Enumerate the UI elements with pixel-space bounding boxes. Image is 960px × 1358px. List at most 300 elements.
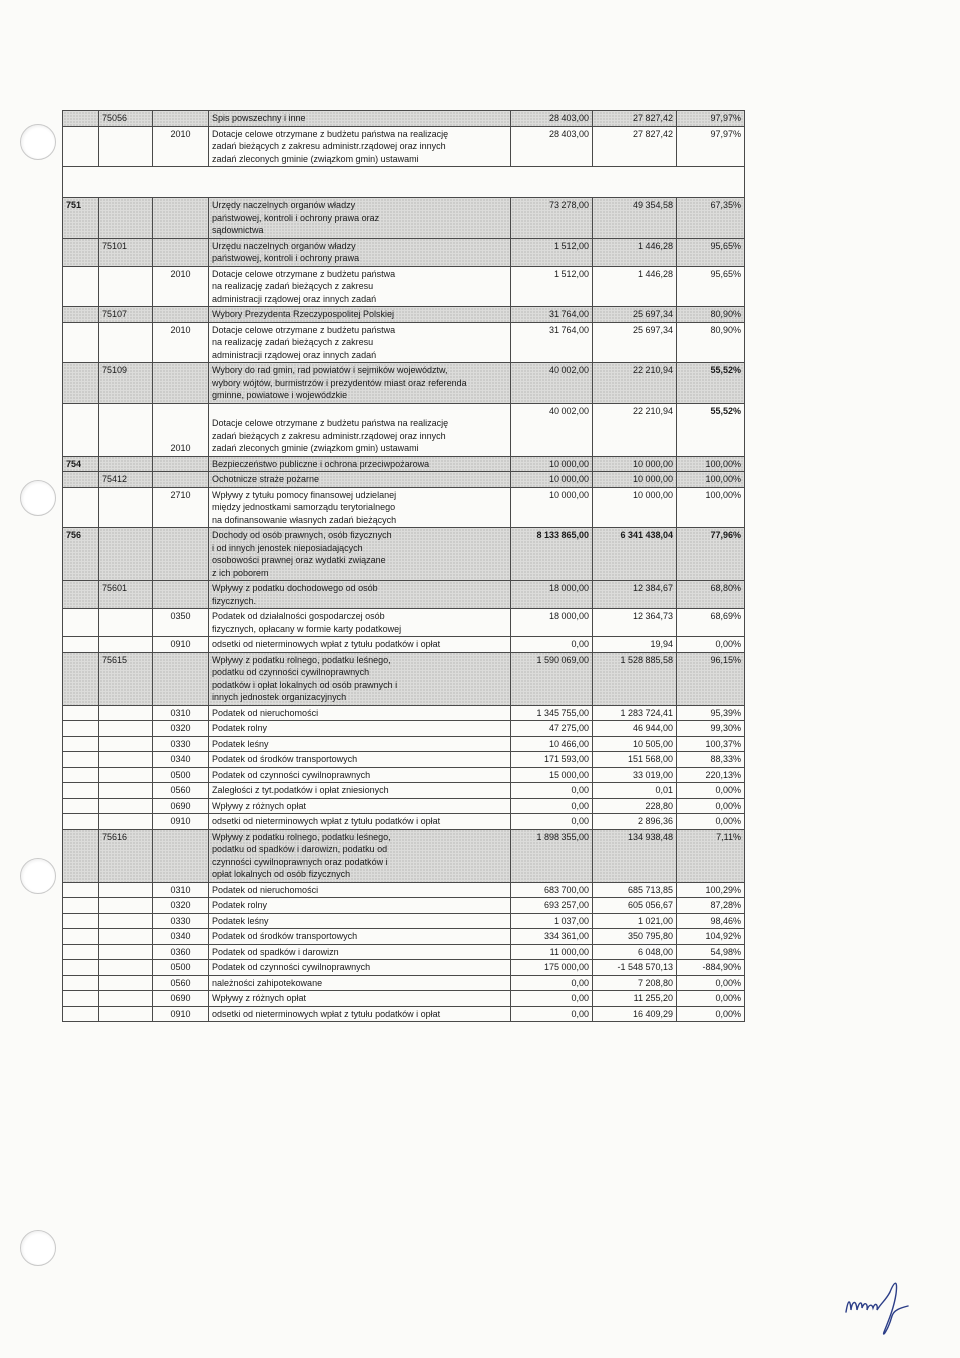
description-line: Dotacje celowe otrzymane z budżetu państwa xyxy=(212,268,396,279)
dzial-code-cell xyxy=(63,975,99,991)
percent-value-cell: 100,37% xyxy=(677,736,745,752)
percent-value-cell: 104,92% xyxy=(677,929,745,945)
description-line: z ich poborem xyxy=(212,567,269,578)
dzial-row xyxy=(63,528,745,581)
plan-value-cell: 40 002,00 xyxy=(511,363,593,404)
percent-value-cell: 0,00% xyxy=(677,991,745,1007)
percent-value-cell: 95,65% xyxy=(677,266,745,307)
paragraf-code-cell: 0320 xyxy=(153,898,209,914)
description-line: Dotacje celowe otrzymane z budżetu państwa na realizację xyxy=(212,128,449,139)
paragraf-row xyxy=(63,898,745,914)
execution-value-cell: 22 210,94 xyxy=(593,403,677,456)
description-line: opłat lokalnych od osób fizycznych xyxy=(212,869,351,879)
paragraf-code-cell xyxy=(153,652,209,705)
description-line: Wpływy z podatku dochodowego od osób xyxy=(212,583,378,593)
rozdzial-code-cell xyxy=(99,403,153,456)
percent-value-cell: 55,52% xyxy=(677,403,745,456)
description-cell xyxy=(209,814,511,830)
description-cell xyxy=(209,363,511,404)
plan-value-cell: 31 764,00 xyxy=(511,307,593,323)
percent-value-cell: 77,96% xyxy=(677,528,745,581)
signature xyxy=(842,1272,912,1338)
execution-value-cell: 1 283 724,41 xyxy=(593,705,677,721)
percent-value-cell: 54,98% xyxy=(677,944,745,960)
dzial-code-cell xyxy=(63,403,99,456)
percent-value-cell: -884,90% xyxy=(677,960,745,976)
description-line: fizycznych. xyxy=(212,595,257,606)
rozdzial-code-cell xyxy=(99,705,153,721)
execution-value-cell: 10 505,00 xyxy=(593,736,677,752)
execution-value-cell: 10 000,00 xyxy=(593,456,677,472)
description-line: podatku od czynności cywilnoprawnych xyxy=(212,667,370,677)
description-line: Zaległości z tyt.podatków i opłat zniesionych xyxy=(212,785,389,795)
paragraf-row xyxy=(63,929,745,945)
paragraf-row xyxy=(63,609,745,637)
description-line: państwowej, kontroli i ochrony prawa xyxy=(212,253,360,263)
paragraf-code-cell: 0340 xyxy=(153,929,209,945)
description-cell xyxy=(209,705,511,721)
paragraf-row xyxy=(63,798,745,814)
description-line: Podatek od nieruchomości xyxy=(212,707,319,718)
rozdzial-code-cell xyxy=(99,975,153,991)
paragraf-code-cell: 0500 xyxy=(153,767,209,783)
description-line xyxy=(212,405,507,418)
plan-value-cell: 1 512,00 xyxy=(511,266,593,307)
execution-value-cell: 2 896,36 xyxy=(593,814,677,830)
percent-value-cell: 80,90% xyxy=(677,307,745,323)
paragraf-code-cell: 0340 xyxy=(153,752,209,768)
dzial-code-cell xyxy=(63,637,99,653)
paragraf-code-cell: 2010 xyxy=(153,266,209,307)
dzial-row xyxy=(63,198,745,239)
paragraf-row xyxy=(63,126,745,167)
paragraf-code-cell: 0500 xyxy=(153,960,209,976)
execution-value-cell: 6 048,00 xyxy=(593,944,677,960)
description-line: Podatek od środków transportowych xyxy=(212,754,358,764)
description-cell xyxy=(209,975,511,991)
rozdzial-code-cell: 75616 xyxy=(99,829,153,882)
paragraf-code-cell: 2010 xyxy=(153,322,209,363)
percent-value-cell: 220,13% xyxy=(677,767,745,783)
execution-value-cell: 27 827,42 xyxy=(593,126,677,167)
percent-value-cell: 0,00% xyxy=(677,637,745,653)
execution-value-cell: 350 795,80 xyxy=(593,929,677,945)
paragraf-code-cell: 0560 xyxy=(153,975,209,991)
paragraf-code-cell: 0560 xyxy=(153,783,209,799)
execution-value-cell: 25 697,34 xyxy=(593,307,677,323)
dzial-code-cell xyxy=(63,126,99,167)
description-cell xyxy=(209,322,511,363)
rozdzial-code-cell xyxy=(99,721,153,737)
dzial-code-cell xyxy=(63,487,99,528)
rozdzial-code-cell xyxy=(99,783,153,799)
rozdzial-code-cell xyxy=(99,487,153,528)
rozdzial-row xyxy=(63,363,745,404)
description-line: Podatek od działalności gospodarczej osób xyxy=(212,611,385,621)
percent-value-cell: 95,39% xyxy=(677,705,745,721)
percent-value-cell: 97,97% xyxy=(677,111,745,127)
plan-value-cell: 10 000,00 xyxy=(511,472,593,488)
dzial-code-cell xyxy=(63,929,99,945)
punch-hole-top xyxy=(20,124,56,160)
description-line: na realizację zadań bieżących z zakresu xyxy=(212,337,374,347)
dzial-code-cell xyxy=(63,238,99,266)
rozdzial-code-cell xyxy=(99,898,153,914)
rozdzial-code-cell: 75107 xyxy=(99,307,153,323)
dzial-code-cell xyxy=(63,266,99,307)
description-cell xyxy=(209,126,511,167)
description-line: innych jednostek organizacyjnych xyxy=(212,692,347,702)
rozdzial-code-cell xyxy=(99,1006,153,1022)
spacer-row xyxy=(63,167,745,198)
description-line: Urzędu naczelnych organów władzy xyxy=(212,240,356,251)
description-line: czynności cywilnoprawnych oraz podatków i xyxy=(212,856,388,867)
paragraf-code-cell: 0910 xyxy=(153,1006,209,1022)
paragraf-row xyxy=(63,1006,745,1022)
execution-value-cell: 228,80 xyxy=(593,798,677,814)
percent-value-cell: 88,33% xyxy=(677,752,745,768)
execution-value-cell: -1 548 570,13 xyxy=(593,960,677,976)
plan-value-cell: 334 361,00 xyxy=(511,929,593,945)
percent-value-cell: 100,00% xyxy=(677,472,745,488)
plan-value-cell: 47 275,00 xyxy=(511,721,593,737)
description-line: fizycznych, opłacany w formie karty podatkowej xyxy=(212,623,402,634)
description-line: zadań bieżących z zakresu administr.rządowej oraz innych xyxy=(212,430,446,441)
plan-value-cell: 28 403,00 xyxy=(511,111,593,127)
plan-value-cell: 11 000,00 xyxy=(511,944,593,960)
paragraf-row xyxy=(63,991,745,1007)
dzial-code-cell xyxy=(63,736,99,752)
dzial-code-cell xyxy=(63,322,99,363)
rozdzial-row xyxy=(63,238,745,266)
rozdzial-row xyxy=(63,111,745,127)
plan-value-cell: 10 000,00 xyxy=(511,487,593,528)
rozdzial-code-cell xyxy=(99,266,153,307)
paragraf-code-cell xyxy=(153,307,209,323)
percent-value-cell: 95,65% xyxy=(677,238,745,266)
paragraf-code-cell xyxy=(153,829,209,882)
dzial-code-cell xyxy=(63,752,99,768)
description-line: Podatek rolny xyxy=(212,723,268,733)
description-cell xyxy=(209,721,511,737)
description-cell xyxy=(209,798,511,814)
paragraf-row xyxy=(63,944,745,960)
rozdzial-code-cell xyxy=(99,991,153,1007)
description-line: Urzędy naczelnych organów władzy xyxy=(212,200,356,210)
plan-value-cell: 171 593,00 xyxy=(511,752,593,768)
dzial-code-cell xyxy=(63,783,99,799)
paragraf-code-cell: 0330 xyxy=(153,736,209,752)
description-line: wybory wójtów, burmistrzów i prezydentów miast oraz referenda xyxy=(212,377,467,388)
description-cell xyxy=(209,991,511,1007)
percent-value-cell: 100,00% xyxy=(677,456,745,472)
dzial-code-cell xyxy=(63,307,99,323)
dzial-code-cell xyxy=(63,829,99,882)
dzial-code-cell xyxy=(63,363,99,404)
plan-value-cell: 0,00 xyxy=(511,1006,593,1022)
execution-value-cell: 685 713,85 xyxy=(593,882,677,898)
dzial-code-cell: 756 xyxy=(63,528,99,581)
plan-value-cell: 1 898 355,00 xyxy=(511,829,593,882)
description-line: odsetki od nieterminowych wpłat z tytułu podatków i opłat xyxy=(212,1008,441,1019)
paragraf-code-cell: 0910 xyxy=(153,814,209,830)
description-cell xyxy=(209,238,511,266)
description-cell xyxy=(209,111,511,127)
rozdzial-code-cell xyxy=(99,798,153,814)
description-cell xyxy=(209,198,511,239)
paragraf-row xyxy=(63,814,745,830)
plan-value-cell: 8 133 865,00 xyxy=(511,528,593,581)
description-line: Dotacje celowe otrzymane z budżetu państwa xyxy=(212,324,396,335)
rozdzial-row xyxy=(63,472,745,488)
paragraf-code-cell xyxy=(153,363,209,404)
paragraf-code-cell xyxy=(153,238,209,266)
description-line: Dochody od osób prawnych, osób fizycznych xyxy=(212,530,392,540)
plan-value-cell: 31 764,00 xyxy=(511,322,593,363)
percent-value-cell: 80,90% xyxy=(677,322,745,363)
paragraf-row xyxy=(63,403,745,456)
rozdzial-code-cell: 75101 xyxy=(99,238,153,266)
execution-value-cell: 16 409,29 xyxy=(593,1006,677,1022)
paragraf-code-cell xyxy=(153,111,209,127)
description-cell xyxy=(209,403,511,456)
execution-value-cell: 7 208,80 xyxy=(593,975,677,991)
execution-value-cell: 19,94 xyxy=(593,637,677,653)
execution-value-cell: 134 938,48 xyxy=(593,829,677,882)
description-line: zadań zleconych gminie (związkom gmin) ustawami xyxy=(212,443,419,453)
rozdzial-row xyxy=(63,829,745,882)
paragraf-code-cell: 0320 xyxy=(153,721,209,737)
rozdzial-code-cell xyxy=(99,198,153,239)
percent-value-cell: 0,00% xyxy=(677,1006,745,1022)
spacer-cell xyxy=(63,167,745,198)
dzial-code-cell xyxy=(63,960,99,976)
rozdzial-code-cell xyxy=(99,929,153,945)
plan-value-cell: 10 466,00 xyxy=(511,736,593,752)
budget-table-body xyxy=(63,111,745,1022)
plan-value-cell: 1 590 069,00 xyxy=(511,652,593,705)
description-line: Podatek leśny xyxy=(212,915,269,926)
paragraf-row xyxy=(63,487,745,528)
description-cell xyxy=(209,637,511,653)
rozdzial-code-cell xyxy=(99,752,153,768)
description-line: Ochotnicze straże pożarne xyxy=(212,474,320,484)
description-cell xyxy=(209,767,511,783)
execution-value-cell: 12 384,67 xyxy=(593,581,677,609)
description-cell xyxy=(209,929,511,945)
description-cell xyxy=(209,528,511,581)
description-line: zadań bieżących z zakresu administr.rządowej oraz innych xyxy=(212,141,446,151)
execution-value-cell: 1 021,00 xyxy=(593,913,677,929)
plan-value-cell: 693 257,00 xyxy=(511,898,593,914)
percent-value-cell: 68,69% xyxy=(677,609,745,637)
rozdzial-code-cell: 75615 xyxy=(99,652,153,705)
description-line: Podatek od spadków i darowizn xyxy=(212,946,339,957)
rozdzial-code-cell xyxy=(99,637,153,653)
execution-value-cell: 1 528 885,58 xyxy=(593,652,677,705)
punch-hole-bottom xyxy=(20,1230,56,1266)
execution-value-cell: 0,01 xyxy=(593,783,677,799)
punch-hole-middle xyxy=(20,480,56,516)
dzial-code-cell xyxy=(63,882,99,898)
paragraf-code-cell: 0360 xyxy=(153,944,209,960)
rozdzial-code-cell xyxy=(99,960,153,976)
execution-value-cell: 46 944,00 xyxy=(593,721,677,737)
paragraf-code-cell: 2010 xyxy=(153,126,209,167)
percent-value-cell: 0,00% xyxy=(677,783,745,799)
plan-value-cell: 1 037,00 xyxy=(511,913,593,929)
dzial-code-cell xyxy=(63,609,99,637)
rozdzial-code-cell xyxy=(99,767,153,783)
paragraf-code-cell: 2710 xyxy=(153,487,209,528)
description-line: zadań zleconych gminie (związkom gmin) ustawami xyxy=(212,153,419,164)
execution-value-cell: 12 364,73 xyxy=(593,609,677,637)
description-line: Podatek od czynności cywilnoprawnych xyxy=(212,962,371,972)
execution-value-cell: 6 341 438,04 xyxy=(593,528,677,581)
description-cell xyxy=(209,307,511,323)
paragraf-code-cell: 0350 xyxy=(153,609,209,637)
description-line: Podatek leśny xyxy=(212,738,269,749)
paragraf-row xyxy=(63,767,745,783)
description-cell xyxy=(209,456,511,472)
budget-table xyxy=(62,110,745,1022)
description-cell xyxy=(209,736,511,752)
dzial-code-cell xyxy=(63,581,99,609)
dzial-code-cell: 751 xyxy=(63,198,99,239)
rozdzial-code-cell: 75412 xyxy=(99,472,153,488)
description-line: administracji rządowej oraz innych zadań xyxy=(212,349,377,360)
plan-value-cell: 18 000,00 xyxy=(511,581,593,609)
description-line: Wpływy z podatku rolnego, podatku leśnego, xyxy=(212,654,391,665)
plan-value-cell: 1 512,00 xyxy=(511,238,593,266)
percent-value-cell: 0,00% xyxy=(677,798,745,814)
description-line: odsetki od nieterminowych wpłat z tytułu podatków i opłat xyxy=(212,816,441,826)
percent-value-cell: 68,80% xyxy=(677,581,745,609)
description-cell xyxy=(209,472,511,488)
percent-value-cell: 7,11% xyxy=(677,829,745,882)
dzial-code-cell xyxy=(63,814,99,830)
plan-value-cell: 1 345 755,00 xyxy=(511,705,593,721)
description-line: Podatek od czynności cywilnoprawnych xyxy=(212,769,371,780)
execution-value-cell: 33 019,00 xyxy=(593,767,677,783)
plan-value-cell: 28 403,00 xyxy=(511,126,593,167)
description-line: Podatek rolny xyxy=(212,900,268,910)
description-line: gminne, powiatowe i wojewódzkie xyxy=(212,390,348,400)
paragraf-code-cell xyxy=(153,198,209,239)
plan-value-cell: 0,00 xyxy=(511,798,593,814)
paragraf-code-cell: 0690 xyxy=(153,798,209,814)
execution-value-cell: 151 568,00 xyxy=(593,752,677,768)
paragraf-row xyxy=(63,637,745,653)
execution-value-cell: 605 056,67 xyxy=(593,898,677,914)
rozdzial-row xyxy=(63,652,745,705)
description-line: między jednostkami samorządu terytorialnego xyxy=(212,502,396,512)
execution-value-cell: 22 210,94 xyxy=(593,363,677,404)
plan-value-cell: 40 002,00 xyxy=(511,403,593,456)
plan-value-cell: 73 278,00 xyxy=(511,198,593,239)
paragraf-code-cell: 2010 xyxy=(153,403,209,456)
execution-value-cell: 1 446,28 xyxy=(593,266,677,307)
dzial-code-cell xyxy=(63,991,99,1007)
description-line: odsetki od nieterminowych wpłat z tytułu podatków i opłat xyxy=(212,639,441,649)
execution-value-cell: 27 827,42 xyxy=(593,111,677,127)
description-cell xyxy=(209,1006,511,1022)
dzial-code-cell xyxy=(63,111,99,127)
percent-value-cell: 67,35% xyxy=(677,198,745,239)
paragraf-row xyxy=(63,975,745,991)
description-line: Wybory do rad gmin, rad powiatów i sejmików województw, xyxy=(212,365,448,375)
paragraf-code-cell: 0310 xyxy=(153,882,209,898)
description-cell xyxy=(209,783,511,799)
rozdzial-code-cell: 75056 xyxy=(99,111,153,127)
rozdzial-code-cell xyxy=(99,913,153,929)
description-cell xyxy=(209,652,511,705)
description-cell xyxy=(209,913,511,929)
description-line: należności zahipotekowane xyxy=(212,977,323,988)
description-line: osobowości prawnej oraz wydatki związane xyxy=(212,555,386,565)
percent-value-cell: 96,15% xyxy=(677,652,745,705)
dzial-code-cell: 754 xyxy=(63,456,99,472)
paragraf-code-cell xyxy=(153,528,209,581)
plan-value-cell: 10 000,00 xyxy=(511,456,593,472)
percent-value-cell: 97,97% xyxy=(677,126,745,167)
rozdzial-code-cell xyxy=(99,322,153,363)
dzial-code-cell xyxy=(63,705,99,721)
description-cell xyxy=(209,266,511,307)
paragraf-row xyxy=(63,752,745,768)
paragraf-code-cell xyxy=(153,581,209,609)
paragraf-code-cell xyxy=(153,472,209,488)
paragraf-row xyxy=(63,882,745,898)
percent-value-cell: 98,46% xyxy=(677,913,745,929)
execution-value-cell: 10 000,00 xyxy=(593,472,677,488)
description-line: podatków i opłat lokalnych od osób prawnych i xyxy=(212,679,398,690)
plan-value-cell: 683 700,00 xyxy=(511,882,593,898)
execution-value-cell: 11 255,20 xyxy=(593,991,677,1007)
description-line: Bezpieczeństwo publiczne i ochrona przeciwpożarowa xyxy=(212,458,430,469)
paragraf-code-cell: 0910 xyxy=(153,637,209,653)
rozdzial-code-cell: 75109 xyxy=(99,363,153,404)
description-cell xyxy=(209,944,511,960)
description-line: Wpływy z różnych opłat xyxy=(212,993,307,1003)
description-line: sądownictwa xyxy=(212,225,264,235)
description-line: Wpływy z tytułu pomocy finansowej udzielanej xyxy=(212,489,397,500)
paragraf-row xyxy=(63,266,745,307)
rozdzial-code-cell xyxy=(99,456,153,472)
plan-value-cell: 15 000,00 xyxy=(511,767,593,783)
percent-value-cell: 0,00% xyxy=(677,975,745,991)
dzial-code-cell xyxy=(63,1006,99,1022)
description-line: Spis powszechny i inne xyxy=(212,113,306,123)
dzial-code-cell xyxy=(63,898,99,914)
rozdzial-code-cell xyxy=(99,814,153,830)
paragraf-code-cell xyxy=(153,456,209,472)
plan-value-cell: 0,00 xyxy=(511,637,593,653)
description-line: Wpływy z różnych opłat xyxy=(212,800,307,811)
percent-value-cell: 87,28% xyxy=(677,898,745,914)
dzial-code-cell xyxy=(63,652,99,705)
description-cell xyxy=(209,752,511,768)
percent-value-cell: 55,52% xyxy=(677,363,745,404)
rozdzial-code-cell xyxy=(99,882,153,898)
description-line: administracji rządowej oraz innych zadań xyxy=(212,293,377,304)
paragraf-code-cell: 0310 xyxy=(153,705,209,721)
rozdzial-code-cell xyxy=(99,736,153,752)
plan-value-cell: 0,00 xyxy=(511,991,593,1007)
rozdzial-row xyxy=(63,581,745,609)
paragraf-code-cell: 0330 xyxy=(153,913,209,929)
description-cell xyxy=(209,882,511,898)
